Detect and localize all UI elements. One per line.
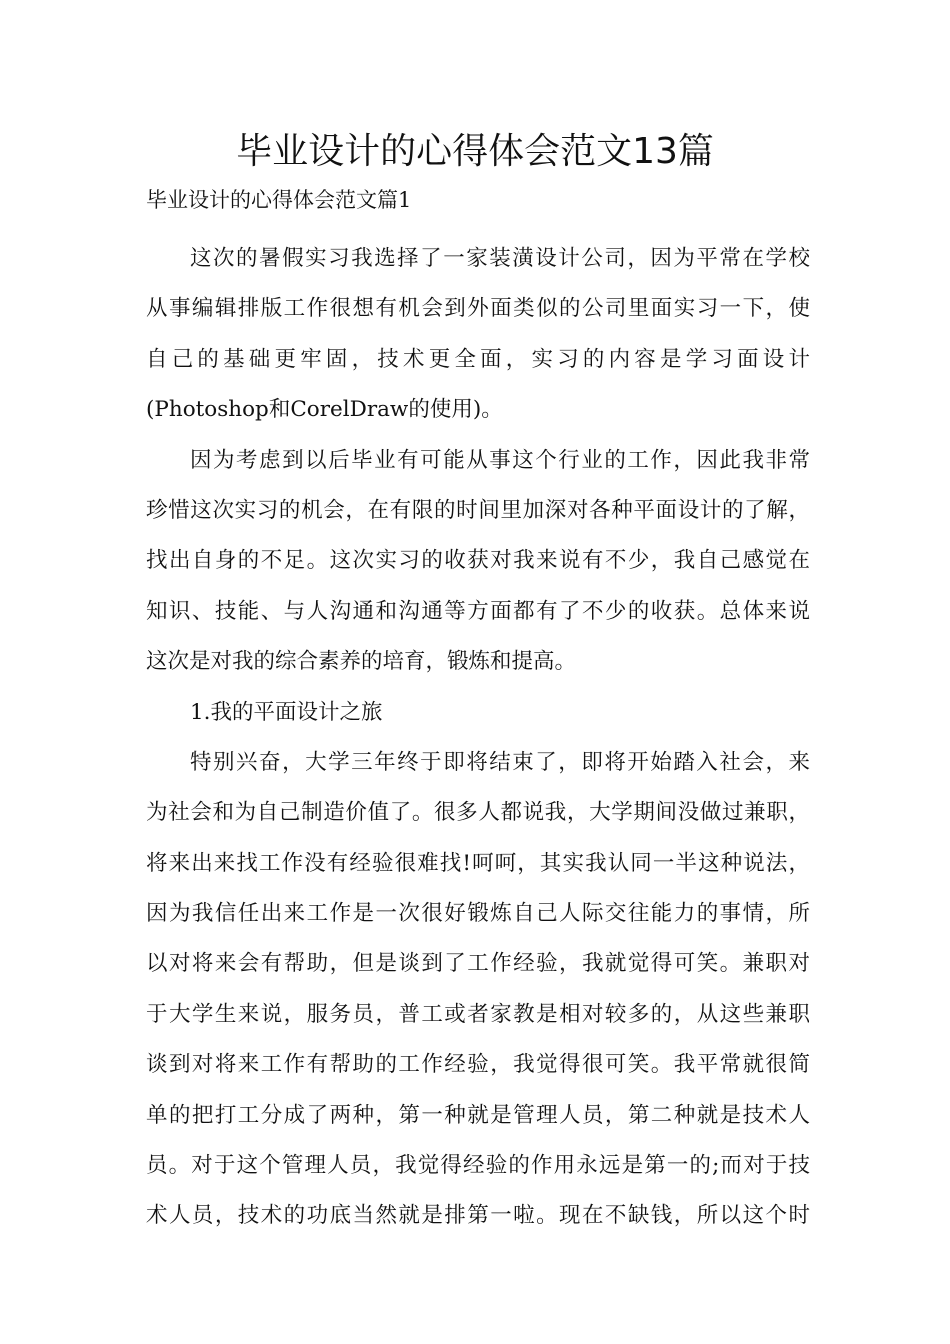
paragraph-line: 单的把打工分成了两种，第一种就是管理人员，第二种就是技术人 xyxy=(146,1102,810,1128)
document-body xyxy=(146,234,810,1242)
paragraph-line: 因为我信任出来工作是一次很好锻炼自己人际交往能力的事情，所 xyxy=(146,901,810,927)
subheading-1 xyxy=(146,688,810,738)
paragraph-line: 自己的基础更牢固，技术更全面，实习的内容是学习面设计 xyxy=(146,346,810,372)
paragraph-line: 找出自身的不足。这次实习的收获对我来说有不少，我自己感觉在 xyxy=(146,548,810,574)
paragraph-line: 特别兴奋，大学三年终于即将结束了，即将开始踏入社会，来 xyxy=(190,749,810,775)
subheading-line: 1.我的平面设计之旅 xyxy=(190,699,383,725)
paragraph-line: 这次的暑假实习我选择了一家装潢设计公司，因为平常在学校 xyxy=(190,246,810,271)
paragraph-1 xyxy=(146,234,810,436)
paragraph-line: 珍惜这次实习的机会，在有限的时间里加深对各种平面设计的了解， xyxy=(146,497,810,523)
paragraph-line: 于大学生来说，服务员，普工或者家教是相对较多的，从这些兼职 xyxy=(146,1001,810,1027)
paragraph-line: 知识、技能、与人沟通和沟通等方面都有了不少的收获。总体来说 xyxy=(146,598,810,624)
paragraph-3 xyxy=(146,738,810,1242)
paragraph-line: 为社会和为自己制造价值了。很多人都说我，大学期间没做过兼职， xyxy=(146,800,810,826)
paragraph-line: 谈到对将来工作有帮助的工作经验，我觉得很可笑。我平常就很简 xyxy=(146,1052,810,1078)
paragraph-line: 这次是对我的综合素养的培育，锻炼和提高。 xyxy=(146,649,577,675)
paragraph-line: 术人员，技术的功底当然就是排第一啦。现在不缺钱，所以这个时 xyxy=(146,1203,810,1229)
document-title: 毕业设计的心得体会范文13篇 xyxy=(236,131,714,172)
paragraph-line: (Photoshop和CorelDraw的使用)。 xyxy=(146,397,503,423)
paragraph-line: 将来出来找工作没有经验很难找!呵呵，其实我认同一半这种说法， xyxy=(146,850,810,876)
paragraph-line: 员。对于这个管理人员，我觉得经验的作用永远是第一的;而对于技 xyxy=(146,1153,810,1179)
paragraph-line: 因为考虑到以后毕业有可能从事这个行业的工作，因此我非常 xyxy=(190,447,810,473)
paragraph-2 xyxy=(146,436,810,688)
section-heading: 毕业设计的心得体会范文篇1 xyxy=(146,188,412,212)
paragraph-line: 从事编辑排版工作很想有机会到外面类似的公司里面实习一下，使 xyxy=(146,296,810,322)
paragraph-line: 以对将来会有帮助，但是谈到了工作经验，我就觉得可笑。兼职对 xyxy=(146,951,810,977)
